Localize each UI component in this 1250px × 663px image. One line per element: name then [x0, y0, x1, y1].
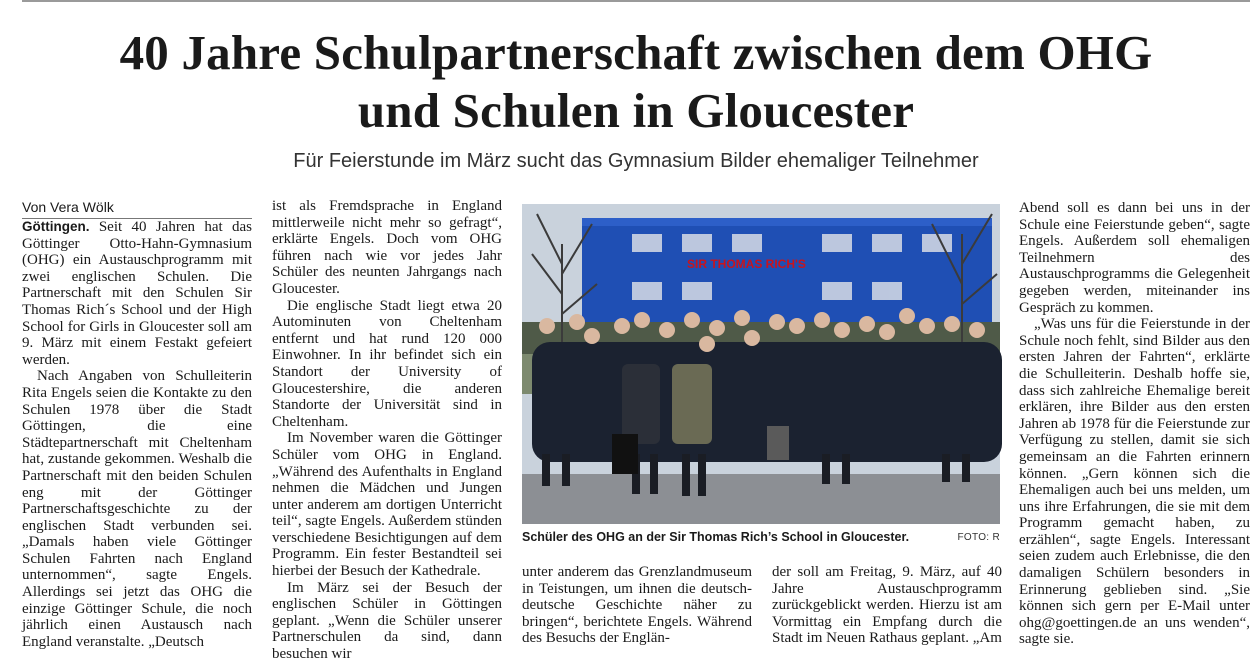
- pavement: [522, 474, 1000, 524]
- article-column-4: [772, 564, 1002, 647]
- group-photo: [522, 204, 1000, 524]
- subheadline: Für Feierstunde im März sucht das Gymnasium Bilder ehemaliger Teilnehmer: [293, 150, 979, 172]
- paragraph: ist als Fremdsprache in England mittlerweile nicht mehr so gefragt“, erklärte Engels. Doch vom OHG führen nach wie vor jedes Jahr Schüler des neunten Jahrgangs nach Gloucester.: [272, 198, 502, 297]
- caption-text: Schüler des OHG an der Sir Thomas Rich’s School in Gloucester.: [522, 530, 910, 544]
- suitcase: [612, 434, 638, 474]
- photo-caption: [522, 530, 1000, 544]
- paragraph: der soll am Freitag, 9. März, auf 40 Jahre Austauschprogramm zurückgeblickt werden. Hierzu ist am Vormittag ein Empfang durch die Stadt im Neuen Rathaus geplant. „Am: [772, 564, 1002, 647]
- article-column-1: [22, 198, 252, 650]
- top-rule: [22, 0, 1250, 2]
- photo-credit: FOTO: R: [957, 532, 1000, 543]
- headline-line-1: 40 Jahre Schulpartnerschaft zwischen dem OHG: [119, 25, 1153, 80]
- building-sign: SIR THOMAS RICH'S: [687, 257, 806, 271]
- paragraph: unter anderem das Grenzlandmuseum in Teistungen, um ihnen die deutsch-deutsche Geschichte näher zu bringen“, berichtete Engels. Während des Besuchs der Englän-: [522, 564, 752, 647]
- lead-text: Seit 40 Jahren hat das Göttinger Otto-Hahn-Gymnasium (OHG) ein Austauschprogramm mit zwei englischen Schulen. Die Partnerschaft mit den Schulen Sir Thomas Rich´s School und der High School for Girls in Gloucester soll am 9. März mit einem Festakt gefeiert werden.: [22, 219, 252, 368]
- lead-paragraph: [22, 219, 252, 368]
- paragraph: „Was uns für die Feierstunde in der Schule noch fehlt, sind Bilder aus den ersten Jahren der Fahrten“, erklärte die Schulleiterin. Deshalb hoffe sie, dass sich zahlreiche Ehemalige bereit erklären, ihre Bilder aus den ersten Jahren ab 1978 für die Feierstunde zur Verfügung zu stellen, damit sie sich gemeinsam an die Fahrten erinnern können. „Gern können sich die Ehemaligen auch bei uns melden, um uns ihre Erfahrungen, die sie mit dem Programm gemacht haben, zu erzählen“, sagte Engels. Interessant seien zudem auch Erlebnisse, die den damaligen Schülern besonders in Erinnerung geblieben sind. „Sie können sich gern per E-Mail unter ohg@goettingen.de an uns wenden“, sagte sie.: [1019, 316, 1250, 648]
- article-column-2: [272, 198, 502, 663]
- article-column-3: [522, 564, 752, 647]
- byline: Von Vera Wölk: [22, 198, 252, 219]
- headline: [22, 24, 1250, 140]
- photo-illustration: [522, 204, 1000, 524]
- paragraph: Nach Angaben von Schulleiterin Rita Engels seien die Kontakte zu den Schulen 1978 über die Stadt Göttingen, die eine Städtepartnerschaft mit Cheltenham hat, zustande gekommen. Weshalb die Partnerschaft mit den beiden Schulen eng mit der Göttinger Partnerschaftsgeschichte zu der englischen Stadt verbunden sei. „Damals haben viele Göttinger Schulen Fahrten nach England unternommen“, sagte Engels. Allerdings sei jetzt das OHG die einzige Göttinger Schule, die noch jährlich einen Austausch nach England veranstalte. „Deutsch: [22, 368, 252, 650]
- paragraph: Abend soll es dann bei uns in der Schule eine Feierstunde geben“, sagte Engels. Außerdem soll ehemaligen Teilnehmern des Austauschprogramms die Gelegenheit gegeben werden, miteinander ins Gespräch zu kommen.: [1019, 200, 1250, 316]
- paragraph: Im November waren die Göttinger Schüler vom OHG in England. „Während des Aufenthalts in England nehmen die Mädchen und Jungen unter anderem am dortigen Unterricht teil“, sagte Engels. Außerdem stünden verschiedene Besichtigungen auf dem Programm. Ein fester Bestandteil sei hierbei der Besuch der Kathedrale.: [272, 430, 502, 580]
- paragraph: Die englische Stadt liegt etwa 20 Autominuten von Cheltenham entfernt und hat rund 120 000 Einwohner. In ihr befindet sich ein Standort der University of Gloucestershire, die anderen Standorte der Universität sind in Cheltenham.: [272, 297, 502, 430]
- article-column-5: [1019, 200, 1250, 646]
- paragraph: Im März sei der Besuch der englischen Schüler in Göttingen geplant. „Wenn die Schüler unserer Partnerschulen da sind, dann besuchen wir: [272, 579, 502, 663]
- headline-line-2: und Schulen in Gloucester: [357, 83, 915, 138]
- dateline: Göttingen.: [22, 219, 90, 234]
